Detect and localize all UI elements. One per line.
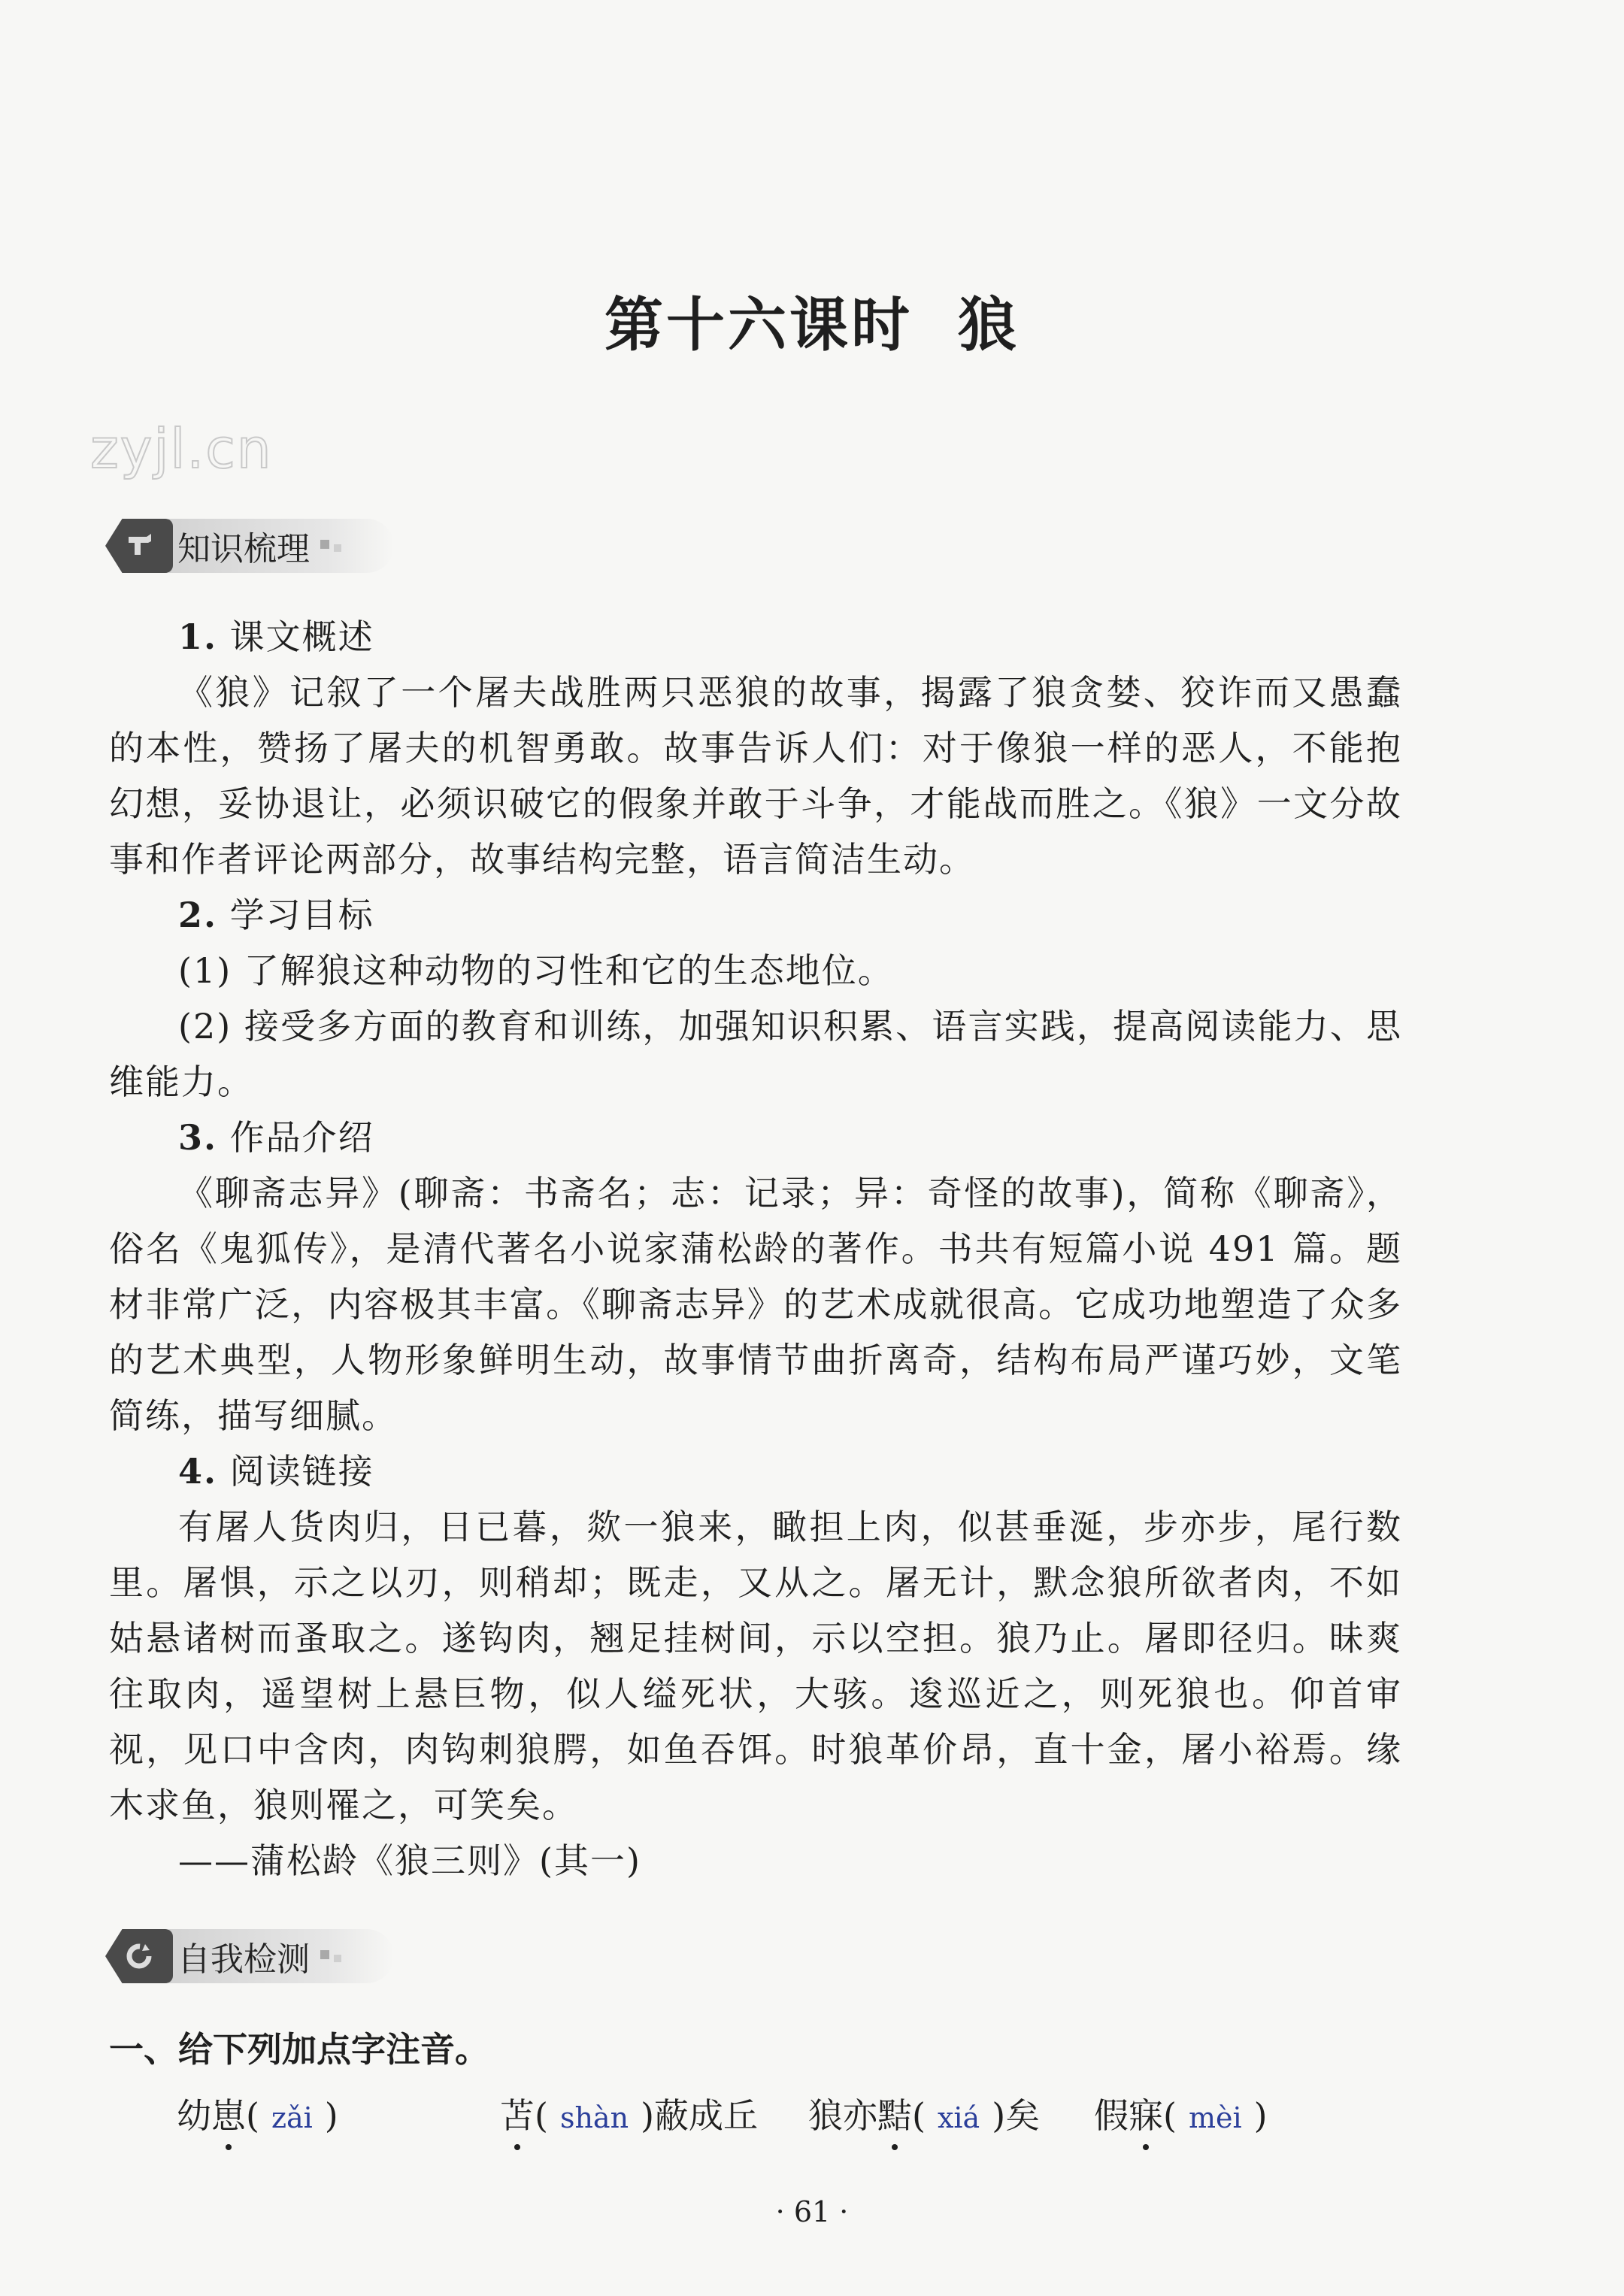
knowledge-content bbox=[109, 609, 1402, 1889]
pinyin-item: 狼亦 黠 ( xiá ) 矣 bbox=[808, 2089, 1094, 2138]
watermark: zyjl.cn bbox=[90, 417, 273, 480]
intro-text: 《聊斋志异》(聊斋：书斋名；志：记录；异：奇怪的故事)，简称《聊斋》，俗名《鬼狐传》，是清代著名小说家蒲松龄的著作。书共有短篇小说 491 篇。题材非常广泛，内容极其丰富。《聊斋志异》的艺术成就很高。它成功地塑造了众多的艺术典型，人物形象鲜明生动，故事情节曲折离奇，结构布局严谨巧妙，文笔简练，描写细腻。 bbox=[109, 1173, 1402, 1436]
heading-overview: 1. 课文概述 bbox=[178, 616, 374, 657]
pinyin-item: 假 寐 ( mèi ) bbox=[1094, 2089, 1268, 2138]
dotted-character: 寐 bbox=[1129, 2089, 1163, 2138]
pinyin-item: 幼 崽 ( zǎi ) bbox=[177, 2089, 500, 2138]
reading-text: 有屠人货肉归，日已暮，欻一狼来，瞰担上肉，似甚垂涎，步亦步，尾行数里。屠惧，示之以刃，则稍却；既走，又从之。屠无计，默念狼所欲者肉，不如姑悬诸树而蚤取之。遂钩肉，翘足挂树间，示以空担。狼乃止。屠即径归。昧爽往取肉，遥望树上悬巨物，似人缢死状，大骇。逡巡近之，则死狼也。仰首审视，见口中含肉，肉钩刺狼腭，如鱼吞饵。时狼革价昂，直十金，屠小裕焉。缘木求鱼，狼则罹之，可笑矣。 bbox=[109, 1507, 1402, 1825]
overview-text: 《狼》记叙了一个屠夫战胜两只恶狼的故事，揭露了狼贪婪、狡诈而又愚蠢的本性，赞扬了屠夫的机智勇敢。故事告诉人们：对于像狼一样的恶人，不能抱幻想，妥协退让，必须识破它的假象并敢于斗争，才能战而胜之。《狼》一文分故事和作者评论两部分，故事结构完整，语言简洁生动。 bbox=[109, 672, 1402, 880]
heading-intro: 3. 作品介绍 bbox=[178, 1117, 374, 1158]
page-title bbox=[0, 278, 1624, 362]
pinyin-answer: mèi bbox=[1188, 2101, 1242, 2134]
heading-goals: 2. 学习目标 bbox=[178, 895, 374, 935]
goal-item: (1) 了解狼这种动物的习性和它的生态地位。 bbox=[178, 950, 894, 991]
section-badge-self-test bbox=[105, 1929, 394, 1983]
dotted-character: 崽 bbox=[211, 2089, 246, 2138]
pinyin-exercise-row bbox=[177, 2089, 1417, 2138]
page-number: · 61 · bbox=[775, 2195, 849, 2228]
lesson-subject: 狼 bbox=[958, 292, 1020, 359]
decorative-dots bbox=[320, 540, 341, 552]
pinyin-answer: xiá bbox=[937, 2101, 980, 2134]
section-badge-knowledge bbox=[105, 519, 394, 573]
section-label-self-test: 自我检测 bbox=[177, 1940, 310, 1979]
pinyin-item: 苫 ( shàn ) 蔽成丘 bbox=[500, 2089, 808, 2138]
book-icon bbox=[105, 519, 173, 573]
heading-reading: 4. 阅读链接 bbox=[178, 1451, 374, 1492]
pinyin-answer: zǎi bbox=[271, 2101, 313, 2134]
decorative-dots bbox=[320, 1950, 341, 1962]
lesson-number: 第十六课时 bbox=[604, 292, 913, 359]
dotted-character: 黠 bbox=[877, 2089, 912, 2138]
refresh-icon bbox=[105, 1929, 173, 1983]
dotted-character: 苫 bbox=[500, 2089, 535, 2138]
pinyin-answer: shàn bbox=[559, 2101, 629, 2134]
exercise-heading: 一、给下列加点字注音。 bbox=[109, 2029, 489, 2070]
section-label-knowledge: 知识梳理 bbox=[177, 530, 310, 568]
reading-attribution: ——蒲松龄《狼三则》(其一) bbox=[178, 1840, 641, 1881]
goal-item: (2) 接受多方面的教育和训练，加强知识积累、语言实践，提高阅读能力、思维能力。 bbox=[109, 1006, 1402, 1102]
